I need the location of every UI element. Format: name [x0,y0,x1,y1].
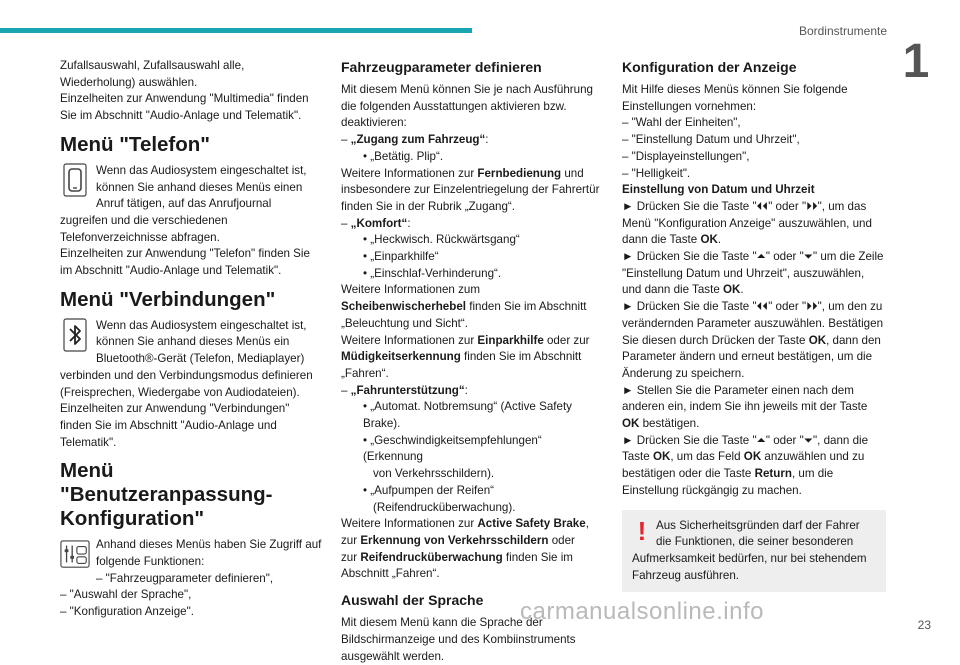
bluetooth-icon [60,318,90,352]
heading-verbindungen: Menü "Verbindungen" [60,287,276,311]
exclamation-icon: ! [637,515,647,546]
benutzer-item: – "Fahrzeugparameter definieren", [96,571,274,585]
fahrunterstuetzung-label: „Fahrunterstützung“ [350,383,465,397]
watermark: carmanualsonline.info [520,598,764,625]
fernbedienung-reference: Weitere Informationen zur Fernbedienung und insbesondere zur Einzelentriegelung der Fahrertür finden Sie in der Rubrik „Zugang“. [341,166,600,213]
warning-box [622,510,886,593]
phone-icon [60,163,90,197]
benutzer-text: Anhand dieses Menüs haben Sie Zugriff auf folgende Funktionen: [96,538,322,569]
intro-text: Zufallsauswahl, Zufallsauswahl alle, Wiederholung) auswählen. [60,59,245,89]
verbindungen-reference: Einzelheiten zur Anwendung "Verbindungen" finden Sie im Abschnitt "Audio-Anlage und Telematik". [60,402,290,449]
sprache-text: Mit diesem Menü kann die Sprache der Bildschirmanzeige und des Kombiinstruments ausgewählt werden. [341,616,576,663]
komfort-subitem: • „Einschlaf-Verhinderung“. [363,266,502,280]
column-2 [341,58,603,665]
komfort-subitem: • „Heckwisch. Rückwärtsgang“ [363,233,520,247]
zugang-subitem: • „Betätig. Plip“. [363,149,444,163]
verbindungen-text: Wenn das Audiosystem eingeschaltet ist, können Sie anhand dieses Menüs ein Bluetooth®-Gerät (Telefon, Mediaplayer) verbinden und den Verbindungsmodus definieren (Freisprechen, Wiedergabe von Audiodateien). [60,318,313,399]
fahrunter-subitem: • „Geschwindigkeitsempfehlungen“ (Erkennung [363,433,542,464]
chapter-number: 1 [902,35,930,88]
asb-reference: Weitere Informationen zur Active Safety Brake, [341,517,589,531]
einparkhilfe-reference: Weitere Informationen zur Einparkhilfe oder zur Müdigkeitserkennung finden Sie im Abschnitt „Fahren“. [341,333,590,380]
step-5: ► Drücken Sie die Taste "⏶" oder "⏷", dann die Taste OK, um das Feld OK anzuwählen und zu bestätigen oder die Taste Return, um die Einstellung rückgängig zu machen. [622,433,869,497]
fahrunterstuetzung-item: – „Fahrunterstützung“: [341,383,468,397]
heading-fahrzeugparameter: Fahrzeugparameter definieren [341,59,542,75]
fahrzeug-intro: Mit diesem Menü können Sie je nach Ausführung die folgenden Ausstattungen aktivieren bzw. deaktivieren: [341,83,593,130]
zugang-item: – „Zugang zum Fahrzeug“: [341,133,489,147]
intro-reference: Einzelheiten zur Anwendung "Multimedia" finden Sie im Abschnitt "Audio-Anlage und Telematik". [60,92,309,123]
datum-heading: Einstellung von Datum und Uhrzeit [622,183,815,197]
warning-text: Aus Sicherheitsgründen darf der Fahrer die Funktionen, die seiner besonderen Aufmerksamkeit bedürfen, nur bei stehendem Fahrzeug ausführen. [632,518,867,582]
scheibenwischer-reference: Weitere Informationen zum Scheibenwischerhebel finden Sie im Abschnitt „Beleuchtung und Sicht“. [341,283,587,330]
column-1 [60,58,322,621]
step-2: ► Drücken Sie die Taste "⏶" oder "⏷" um die Zeile "Einstellung Datum und Uhrzeit", auszuwählen, und dann die Taste OK. [622,250,884,297]
rdk-reference: zur Reifendrucküberwachung finden Sie im Abschnitt „Fahren“. [341,550,573,581]
vks-reference: zur Erkennung von Verkehrsschildern oder [341,533,575,547]
heading-sprache: Auswahl der Sprache [341,592,484,609]
step-4: ► Stellen Sie die Parameter einen nach dem anderen ein, indem Sie ihn jeweils mit der Taste OK bestätigen. [622,383,868,431]
komfort-label: „Komfort“ [350,216,408,230]
fahrunter-subitem: (Reifendrucküberwachung). [373,500,516,514]
konfig-item: – "Helligkeit". [622,166,691,180]
column-3 [622,58,886,592]
komfort-item: – „Komfort“: [341,216,411,230]
step-3: ► Drücken Sie die Taste "⏴⏴" oder "⏵⏵", um den zu verändernden Parameter auszuwählen. Bestätigen Sie diesen durch Drücken der Taste OK, dann den Parameter ändern und erneut bestätigen, um die Änderung zu speichern. [622,300,884,380]
heading-benutzeranpassung: Menü "Benutzeranpassung-Konfiguration" [60,459,273,531]
header-accent-bar [0,28,472,33]
benutzer-item: – "Auswahl der Sprache", [60,588,192,602]
konfig-intro: Mit Hilfe dieses Menüs können Sie folgende Einstellungen vornehmen: [622,83,848,113]
telefon-text: Wenn das Audiosystem eingeschaltet ist, können Sie anhand dieses Menüs einen Anruf tätigen, auf das Anrufjournal zugreifen und die verschiedenen Telefonverzeichnisse abfragen. [60,163,307,244]
konfig-item: – "Einstellung Datum und Uhrzeit", [622,133,800,147]
konfig-item: – "Displayeinstellungen", [622,149,750,163]
page-number: 23 [917,618,931,632]
benutzer-item: – "Konfiguration Anzeige". [60,605,194,619]
fahrunter-subitem: von Verkehrsschildern). [373,467,495,481]
heading-telefon: Menü "Telefon" [60,132,211,156]
settings-car-icon [60,537,90,571]
konfig-item: – "Wahl der Einheiten", [622,116,741,130]
step-1: ► Drücken Sie die Taste "⏴⏴" oder "⏵⏵", um das Menü "Konfiguration Anzeige" auszuwählen, und dann die Taste OK. [622,199,872,247]
fahrunter-subitem: • „Aufpumpen der Reifen“ [363,483,495,497]
zugang-label: „Zugang zum Fahrzeug“ [350,133,486,147]
telefon-reference: Einzelheiten zur Anwendung "Telefon" finden Sie im Abschnitt "Audio-Anlage und Telematik". [60,247,310,278]
heading-konfiguration-anzeige: Konfiguration der Anzeige [622,59,797,75]
fahrunter-subitem: • „Automat. Notbremsung“ (Active Safety Brake). [363,400,572,431]
komfort-subitem: • „Einparkhilfe“ [363,250,439,264]
section-title: Bordinstrumente [798,24,887,38]
